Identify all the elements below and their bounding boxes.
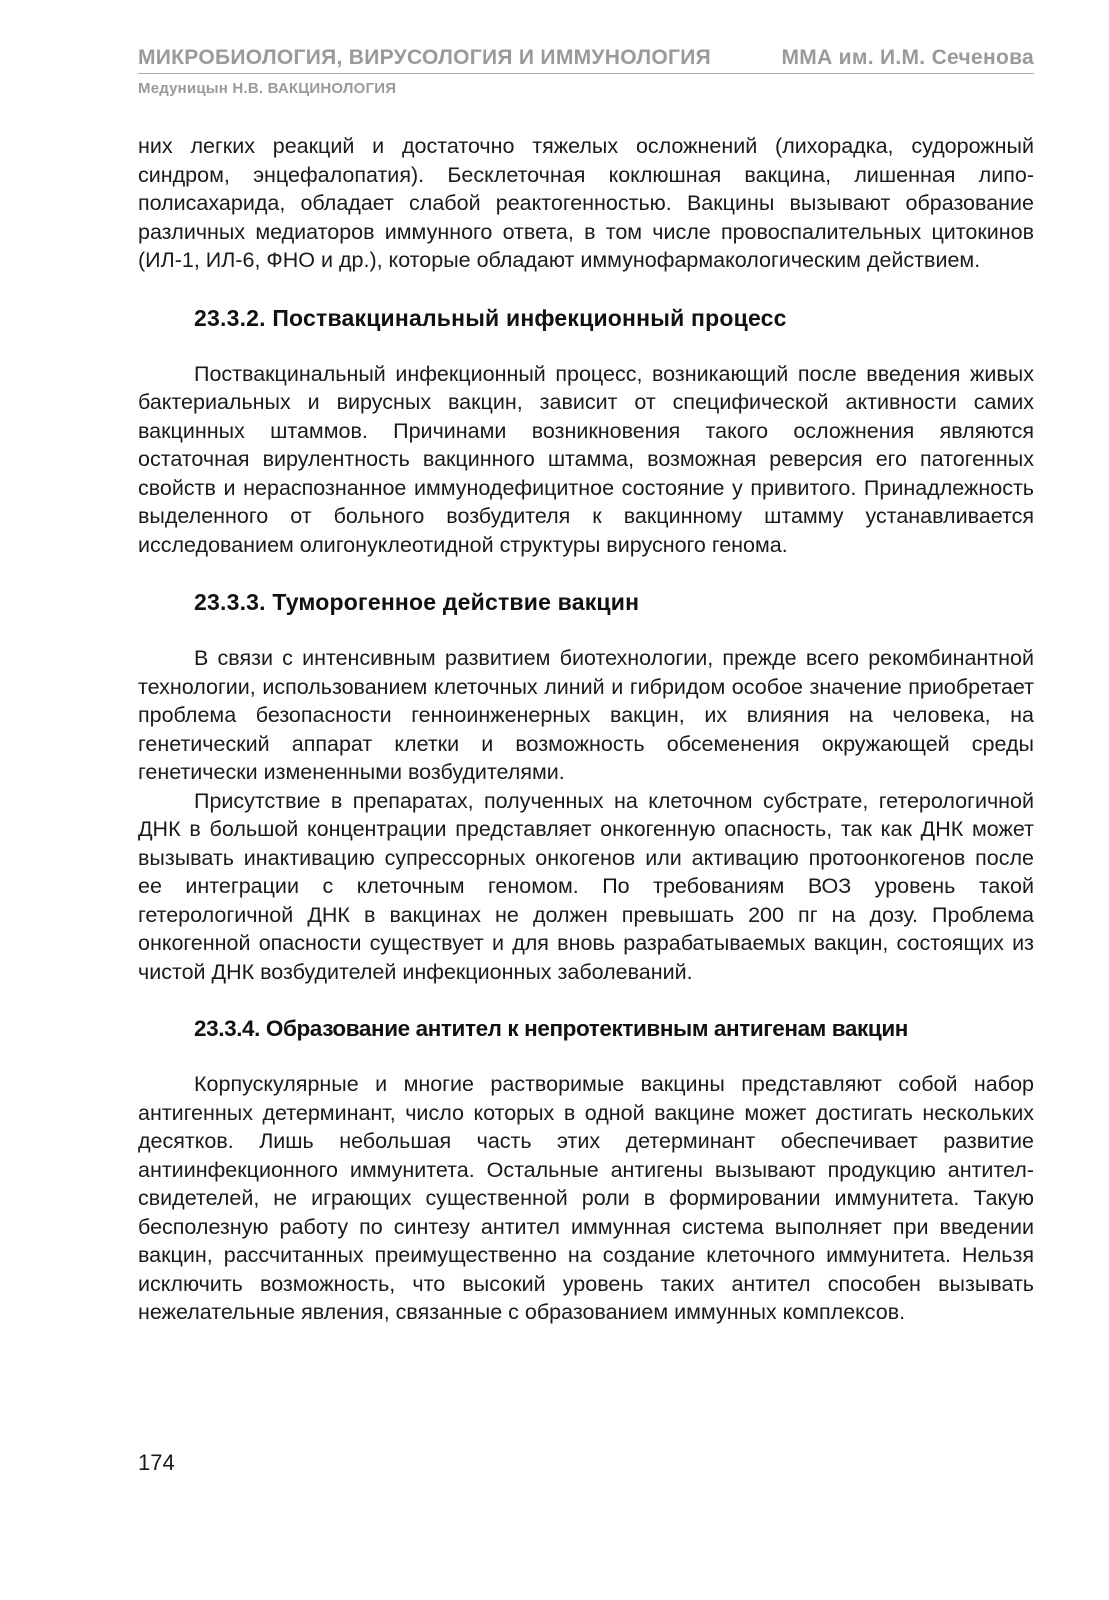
journal-title: МИКРОБИОЛОГИЯ, ВИРУСОЛОГИЯ И ИММУНОЛОГИЯ [138,46,712,69]
running-header-row [138,46,1034,74]
intro-paragraph: них легких реакций и достаточно тяжелых осложнений (лихорадка, судорожный синдром, энцефалопатия). Бесклеточная коклюшная вакцина, лишенная липополисахарида, обладает слабой реактогенностью. Вакцины вызывают образование различных медиаторов иммунного ответа, в том числе провоспалительных цитокинов (ИЛ-1, ИЛ-6, ФНО и др.), которые обладают иммунофармакологическим действием. [138,134,1034,272]
section-heading-23-3-4: 23.3.4. Образование антител к непротективным антигенам вакцин [194,1016,908,1041]
page-content [138,132,1034,1327]
running-header [138,46,1034,97]
section-paragraph: Корпускулярные и многие растворимые вакцины представляют собой набор антигенных детерминант, число которых в одной вакцине может достигать нескольких десятков. Лишь небольшая часть этих детерминант обеспечивает развитие антиинфекционного иммунитета. Остальные антигены вызывают продукцию антител-свидетелей, не играющих существенной роли в формировании иммунитета. Такую бесполезную работу по синтезу антител иммунная система выполняет при введении вакцин, рассчитанных преимущественно на создание клеточного иммунитета. Нельзя исключить возможность, что высокий уровень таких антител способен вызывать нежелательные явления, связанные с образованием иммунных комплексов. [138,1072,1034,1324]
section-paragraph: Поствакцинальный инфекционный процесс, возникающий после введения живых бактериальных и вирусных вакцин, зависит от специфической активности самих вакцинных штаммов. Причинами возникновения такого осложнения являются остаточная вирулентность вакцинного штамма, возможная реверсия его патогенных свойств и нераспознанное иммунодефицитное состояние у привитого. Принадлежность выделенного от больного возбудителя к вакцинному штамму устанавливается исследованием олигонуклеотидной структуры вирусного генома. [138,361,1034,557]
section-paragraph: В связи с интенсивным развитием биотехнологии, прежде всего рекомбинантной технологии, использованием клеточных линий и гибридом особое значение приобретает проблема безопасности генноинженерных вакцин, их влияния на человека, на генетический аппарат клетки и возможность обсеменения окружающей среды генетически измененными возбудителями. [138,646,1034,784]
section-heading-23-3-2: 23.3.2. Поствакцинальный инфекционный процесс [194,304,787,331]
institution-name: ММА им. И.М. Сеченова [781,46,1034,69]
book-title: Медуницын Н.В. ВАКЦИНОЛОГИЯ [138,80,397,97]
page-number: 174 [138,1450,175,1475]
section-heading-23-3-3: 23.3.3. Туморогенное действие вакцин [194,589,640,615]
section-paragraph: Присутствие в препаратах, полученных на клеточном субстрате, гетерологичной ДНК в большой концентрации представляет онкогенную опасность, так как ДНК может вызывать инактивацию супрессорных онкогенов или активацию протоонкогенов после ее интеграции с клеточным геномом. По требованиям ВОЗ уровень такой гетерологичной ДНК в вакцинах не должен превышать 200 пг на дозу. Проблема онкогенной опасности существует и для вновь разрабатываемых вакцин, состоящих из чистой ДНК возбудителей инфекционных заболеваний. [138,788,1034,984]
